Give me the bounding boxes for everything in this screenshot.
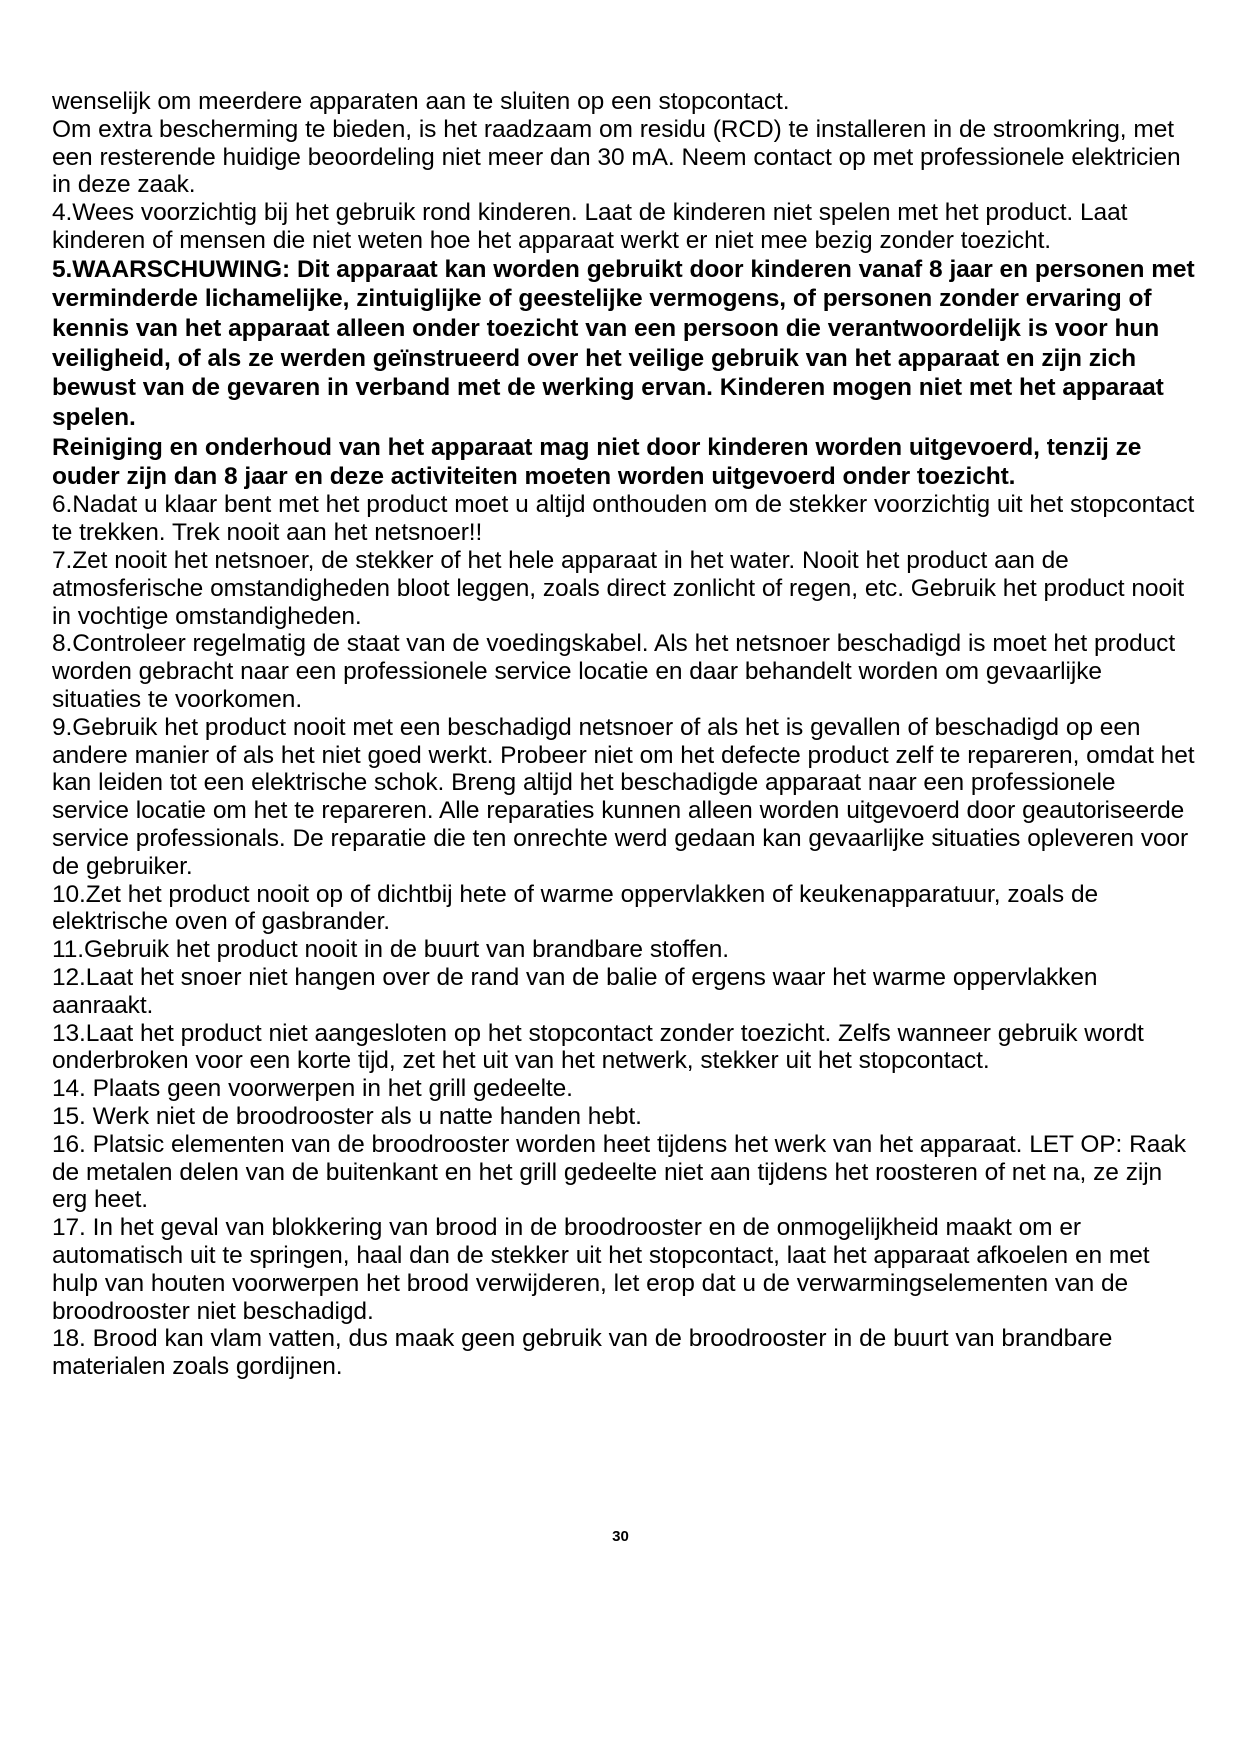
paragraph: 18. Brood kan vlam vatten, dus maak geen gebruik van de broodrooster in de buurt van brandbare materialen zoals gordijnen. <box>52 1325 1113 1381</box>
paragraph: 14. Plaats geen voorwerpen in het grill gedeelte. <box>52 1075 573 1103</box>
paragraph: 17. In het geval van blokkering van brood in de broodrooster en de onmogelijkheid maakt om er automatisch uit te springen, haal dan de stekker uit het stopcontact, laat het apparaat afkoelen en met hulp van houten voorwerpen het brood verwijderen, let erop dat u de verwarmingselementen van de broodrooster niet beschadigd. <box>52 1214 1150 1325</box>
paragraph: 8.Controleer regelmatig de staat van de voedingskabel. Als het netsnoer beschadigd is moet het product worden gebracht naar een professionele service locatie en daar behandelt worden om gevaarlijke situaties te voorkomen. <box>52 630 1176 713</box>
paragraph: 4.Wees voorzichtig bij het gebruik rond kinderen. Laat de kinderen niet spelen met het product. Laat kinderen of mensen die niet weten hoe het apparaat werkt er niet mee bezig zonder toezicht. <box>52 199 1128 254</box>
paragraph: 16. Platsic elementen van de broodrooster worden heet tijdens het werk van het apparaat. LET OP: Raak de metalen delen van de buitenkant en het grill gedeelte niet aan tijdens het roosteren of net na, ze zijn erg heet. <box>52 1130 1186 1214</box>
paragraph: 6.Nadat u klaar bent met het product moet u altijd onthouden om de stekker voorzichtig uit het stopcontact te trekken. Trek nooit aan het netsnoer!! <box>52 491 1195 547</box>
paragraph: 10.Zet het product nooit op of dichtbij hete of warme oppervlakken of keukenapparatuur, zoals de elektrische oven of gasbrander. <box>52 880 1099 936</box>
paragraph-warning: Reiniging en onderhoud van het apparaat mag niet door kinderen worden uitgevoerd, tenzij ze ouder zijn dan 8 jaar en deze activiteiten moeten worden uitgevoerd onder toezicht. <box>52 433 1142 491</box>
paragraph: 11.Gebruik het product nooit in de buurt van brandbare stoffen. <box>52 936 729 964</box>
paragraph: Om extra bescherming te bieden, is het raadzaam om residu (RCD) te installeren in de stroomkring, met een resterende huidige beoordeling niet meer dan 30 mA. Neem contact op met professionele elektricien in deze zaak. <box>52 115 1181 199</box>
paragraph: 13.Laat het product niet aangesloten op het stopcontact zonder toezicht. Zelfs wanneer gebruik wordt onderbroken voor een korte tijd, zet het uit van het netwerk, stekker uit het stopcontact. <box>52 1019 1144 1075</box>
paragraph: wenselijk om meerdere apparaten aan te sluiten op een stopcontact. <box>52 88 790 115</box>
paragraph: 12.Laat het snoer niet hangen over de rand van de balie of ergens waar het warme oppervlakken aanraakt. <box>52 963 1098 1019</box>
paragraph: 15. Werk niet de broodrooster als u natte handen hebt. <box>52 1102 642 1130</box>
paragraph: 7.Zet nooit het netsnoer, de stekker of het hele apparaat in het water. Nooit het product aan de atmosferische omstandigheden bloot leggen, zoals direct zonlicht of regen, etc. Gebruik het product nooit in vochtige omstandigheden. <box>52 547 1185 630</box>
paragraph-warning: 5.WAARSCHUWING: Dit apparaat kan worden gebruikt door kinderen vanaf 8 jaar en personen met verminderde lichamelijke, zintuiglijke of geestelijke vermogens, of personen zonder ervaring of kennis van het apparaat alleen onder toezicht van een persoon die verantwoordelijk is voor hun veiligheid, of als ze werden geïnstrueerd over het veilige gebruik van het apparaat en zijn zich bewust van de gevaren in verband met de werking ervan. Kinderen mogen niet met het apparaat spelen. <box>52 255 1195 431</box>
page-number: 30 <box>612 1528 629 1545</box>
paragraph: 9.Gebruik het product nooit met een beschadigd netsnoer of als het is gevallen of beschadigd op een andere manier of als het niet goed werkt. Probeer niet om het defecte product zelf te repareren, omdat het kan leiden tot een elektrische schok. Breng altijd het beschadigde apparaat naar een professionele service locatie om het te repareren. Alle reparaties kunnen alleen worden uitgevoerd door geautoriseerde service professionals. De reparatie die ten onrechte werd gedaan kan gevaarlijke situaties opleveren voor de gebruiker. <box>52 713 1195 880</box>
document-body <box>52 88 1197 1381</box>
